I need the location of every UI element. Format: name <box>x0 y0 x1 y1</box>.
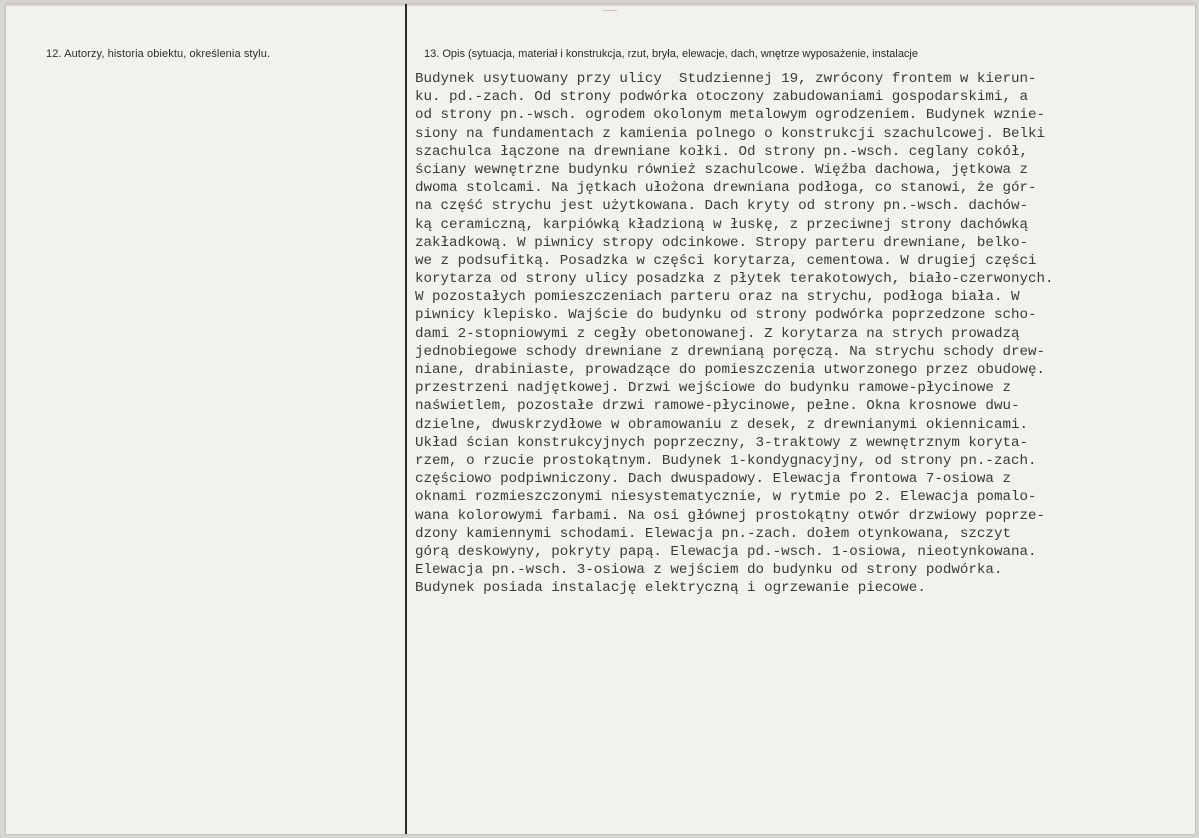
typed-line: zakładkową. W piwnicy stropy odcinkowe. Stropy parteru drewniane, belko- <box>415 234 1028 251</box>
typed-line: od strony pn.-wsch. ogrodem okolonym metalowym ogrodzeniem. Budynek wznie- <box>415 107 1046 124</box>
typed-line: częściowo podpiwniczony. Dach dwuspadowy. Elewacja frontowa 7-osiowa z <box>415 471 1011 488</box>
typed-line: na część strychu jest użytkowana. Dach kryty od strony pn.-wsch. dachów- <box>415 198 1028 215</box>
typed-line: W pozostałych pomieszczeniach parteru oraz na strychu, podłoga biała. W <box>415 289 1020 306</box>
typed-line: siony na fundamentach z kamienia polnego o konstrukcji szachulcowej. Belki <box>415 125 1046 142</box>
typed-line: Elewacja pn.-wsch. 3-osiowa z wejściem do budynku od strony podwórka. <box>415 562 1003 579</box>
typed-line: dzony kamiennymi schodami. Elewacja pn.-zach. dołem otynkowana, szczyt <box>415 525 1011 542</box>
typed-line: ku. pd.-zach. Od strony podwórka otoczony zabudowaniami gospodarskimi, a <box>415 89 1028 106</box>
typed-line: oknami rozmieszczonymi niesystematycznie, w rytmie po 2. Elewacja pomalo- <box>415 489 1037 506</box>
typed-line: piwnicy klepisko. Wajście do budynku od strony podwórka poprzedzone scho- <box>415 307 1037 324</box>
typed-line: Budynek usytuowany przy ulicy Studziennej 19, zwrócony frontem w kierun- <box>415 71 1037 87</box>
typed-line: Układ ścian konstrukcyjnych poprzeczny, 3-traktowy z wewnętrznym koryta- <box>415 434 1028 451</box>
section-13-header: 13. Opis (sytuacja, materiał i konstrukcja, rzut, bryła, elewacje, dach, wnętrze wyposażenie, instalacje <box>424 48 918 60</box>
typed-line: ściany wewnętrzne budynku również szachulcowe. Więźba dachowa, jętkowa z <box>415 161 1028 178</box>
typed-line: górą deskowyny, pokryty papą. Elewacja pd.-wsch. 1-osiowa, nieotynkowana. <box>415 543 1037 560</box>
typed-line: przestrzeni nadjętkowej. Drzwi wejściowe do budynku ramowe-płycinowe z <box>415 380 1011 397</box>
sheet-top-edge <box>6 4 1195 6</box>
typed-line: we z podsufitką. Posadzka w części korytarza, cementowa. W drugiej części <box>415 252 1037 269</box>
typed-line: ką ceramiczną, karpiówką kładzioną w łuskę, z przeciwnej strony dachówką <box>415 216 1028 233</box>
typed-line: szachulca łączone na drewniane kołki. Od strony pn.-wsch. ceglany cokół, <box>415 143 1028 160</box>
typed-line: Budynek posiada instalację elektryczną i ogrzewanie piecowe. <box>415 580 926 597</box>
section-13-typed-text <box>415 70 1175 597</box>
typed-line: naświetlem, pozostałe drzwi ramowe-płycinowe, pełne. Okna krosnowe dwu- <box>415 398 1020 415</box>
typed-line: korytarza od strony ulicy posadzka z płytek terakotowych, biało-czerwonych. <box>415 271 1054 288</box>
typed-line: rzem, o rzucie prostokątnym. Budynek 1-kondygnacyjny, od strony pn.-zach. <box>415 452 1037 469</box>
typed-line: wana kolorowymi farbami. Na osi głównej prostokątny otwór drzwiowy poprze- <box>415 507 1046 524</box>
section-12-header: 12. Autorzy, historia obiektu, określenia stylu. <box>46 48 271 60</box>
column-divider <box>405 4 407 834</box>
typed-line: niane, drabiniaste, prowadzące do pomieszczenia utworzonego przez obudowę. <box>415 362 1046 378</box>
typed-line: dami 2-stopniowymi z cegły obetonowanej. Z korytarza na strych prowadzą <box>415 325 1020 342</box>
sheet-notch <box>603 4 617 11</box>
typed-line: dwoma stolcami. Na jętkach ułożona drewniana podłoga, co stanowi, że gór- <box>415 180 1037 197</box>
typed-line: dzielne, dwuskrzydłowe w obramowaniu z desek, z drewnianymi okiennicami. <box>415 416 1028 433</box>
typed-line: jednobiegowe schody drewniane z drewnianą poręczą. Na strychu schody drew- <box>415 343 1046 360</box>
